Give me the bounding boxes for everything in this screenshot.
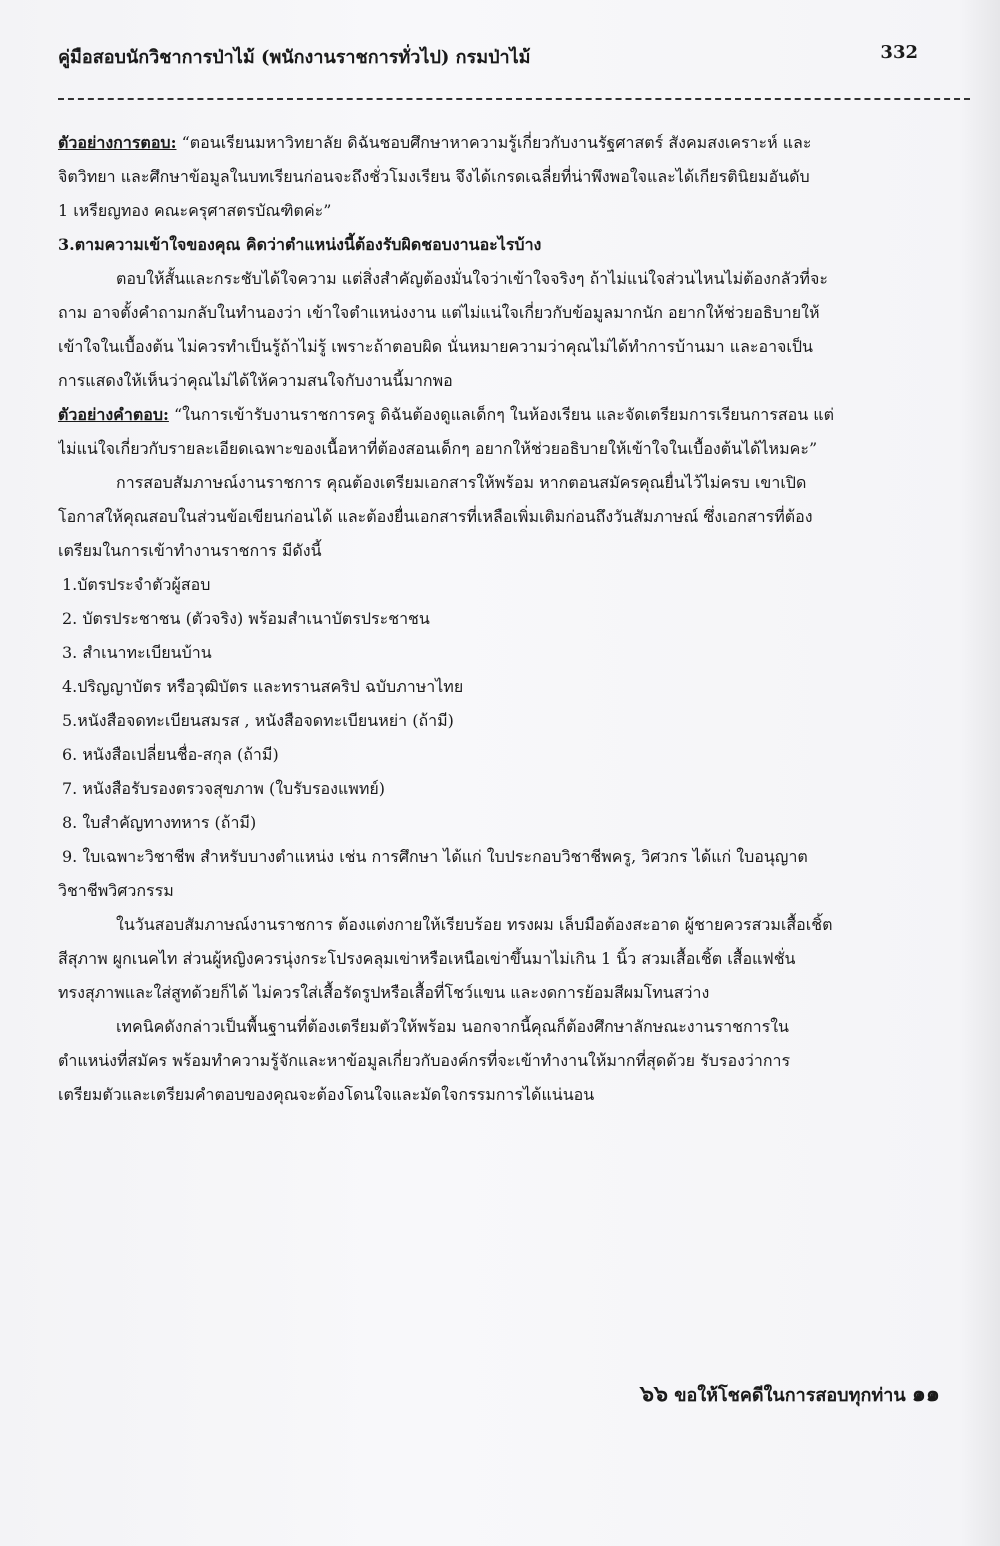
document-item-8: 8. ใบสำคัญทางทหาร (ถ้ามี) <box>62 813 257 832</box>
document-item-2: 2. บัตรประชาชน (ตัวจริง) พร้อมสำเนาบัตรประชาชน <box>62 609 430 628</box>
dress-line3: ทรงสุภาพและใส่สูทด้วยก็ได้ ไม่ควรใส่เสื้อรัดรูปหรือเสื้อที่โชว์แขน และงดการย้อมสีผมโทนสว่าง <box>58 983 710 1002</box>
dress-line2: สีสุภาพ ผูกเนคไท ส่วนผู้หญิงควรนุ่งกระโปรงคลุมเข่าหรือเหนือเข่าขึ้นมาไม่เกิน 1 นิ้ว สวมเสื้อเชิ้ต เสื้อแฟชั่น <box>58 949 796 968</box>
technique-line3: เตรียมตัวและเตรียมคำตอบของคุณจะต้องโดนใจและมัดใจกรรมการได้แน่นอน <box>58 1085 595 1104</box>
closing-message <box>640 1376 940 1411</box>
document-item-7: 7. หนังสือรับรองตรวจสุขภาพ (ใบรับรองแพทย์) <box>62 779 385 798</box>
page-body <box>58 126 970 1112</box>
document-item-6: 6. หนังสือเปลี่ยนชื่อ-สกุล (ถ้ามี) <box>62 745 279 764</box>
closing-open-quote: ๖๖ <box>640 1381 668 1407</box>
question3-line4: การแสดงให้เห็นว่าคุณไม่ได้ให้ความสนใจกับงานนี้มากพอ <box>58 371 453 390</box>
question3-line2: ถาม อาจตั้งคำถามกลับในทำนองว่า เข้าใจตำแหน่งงาน แต่ไม่แน่ใจเกี่ยวกับข้อมูลมากนัก อยากให้ช่วยอธิบายให้ <box>58 303 820 322</box>
question3-line1: ตอบให้สั้นและกระชับได้ใจความ แต่สิ่งสำคัญต้องมั่นใจว่าเข้าใจจริงๆ ถ้าไม่แน่ใจส่วนไหนไม่ต้องกลัวที่จะ <box>116 269 828 288</box>
closing-text: ขอให้โชคดีในการสอบทุกท่าน <box>674 1385 906 1406</box>
example2-text1: “ในการเข้ารับงานราชการครู ดิฉันต้องดูแลเด็กๆ ในห้องเรียน และจัดเตรียมการเรียนการสอน แต่ <box>168 405 834 424</box>
documents-intro-line2: โอกาสให้คุณสอบในส่วนข้อเขียนก่อนได้ และต้องยื่นเอกสารที่เหลือเพิ่มเติมก่อนถึงวันสัมภาษณ์ ซึ่งเอกสารที่ต้อง <box>58 507 813 526</box>
example1-text1: “ตอนเรียนมหาวิทยาลัย ดิฉันชอบศึกษาหาความรู้เกี่ยวกับงานรัฐศาสตร์ สังคมสงเคราะห์ และ <box>176 133 812 152</box>
question3-line3: เข้าใจในเบื้องต้น ไม่ควรทำเป็นรู้ถ้าไม่รู้ เพราะถ้าตอบผิด นั่นหมายความว่าคุณไม่ได้ทำการบ้านมา และอาจเป็น <box>58 337 813 356</box>
document-item-4: 4.ปริญญาบัตร หรือวุฒิบัตร และทรานสคริป ฉบับภาษาไทย <box>62 677 464 696</box>
document-item-9-continued: วิชาชีพวิศวกรรม <box>58 881 174 900</box>
closing-close-quote: ๑๑ <box>911 1381 940 1407</box>
header-divider <box>58 98 970 100</box>
documents-intro-line1: การสอบสัมภาษณ์งานราชการ คุณต้องเตรียมเอกสารให้พร้อม หากตอนสมัครคุณยื่นไว้ไม่ครบ เขาเปิด <box>116 473 807 492</box>
document-item-1: 1.บัตรประจำตัวผู้สอบ <box>62 575 211 594</box>
page-header <box>58 42 918 76</box>
technique-line2: ตำแหน่งที่สมัคร พร้อมทำความรู้จักและหาข้อมูลเกี่ยวกับองค์กรที่จะเข้าทำงานให้มากที่สุดด้วย รับรองว่าการ <box>58 1051 791 1070</box>
document-item-9: 9. ใบเฉพาะวิชาชีพ สำหรับบางตำแหน่ง เช่น การศึกษา ได้แก่ ใบประกอบวิชาชีพครู, วิศวกร ได้แก่ ใบอนุญาต <box>62 847 808 866</box>
header-title: คู่มือสอบนักวิชาการป่าไม้ (พนักงานราชการทั่วไป) กรมป่าไม้ <box>58 47 531 68</box>
question3-heading: 3.ตามความเข้าใจของคุณ คิดว่าตำแหน่งนี้ต้องรับผิดชอบงานอะไรบ้าง <box>58 235 542 254</box>
document-item-5: 5.หนังสือจดทะเบียนสมรส , หนังสือจดทะเบียนหย่า (ถ้ามี) <box>62 711 454 730</box>
example1-line2: จิตวิทยา และศึกษาข้อมูลในบทเรียนก่อนจะถึงชั่วโมงเรียน จึงได้เกรดเฉลี่ยที่น่าพึงพอใจและได้เกียรตินิยมอันดับ <box>58 167 810 186</box>
documents-intro-line3: เตรียมในการเข้าทำงานราชการ มีดังนี้ <box>58 541 322 560</box>
example2-line1 <box>58 398 970 432</box>
dress-line1: ในวันสอบสัมภาษณ์งานราชการ ต้องแต่งกายให้เรียบร้อย ทรงผม เล็บมือต้องสะอาด ผู้ชายควรสวมเสื้อเชิ้ต <box>116 915 833 934</box>
example1-line3: 1 เหรียญทอง คณะครุศาสตรบัณฑิตค่ะ” <box>58 201 332 220</box>
page-number: 332 <box>880 42 918 63</box>
document-item-3: 3. สำเนาทะเบียนบ้าน <box>62 643 212 662</box>
example1-line1 <box>58 126 970 160</box>
example1-label: ตัวอย่างการตอบ: <box>58 133 177 152</box>
technique-line1: เทคนิคดังกล่าวเป็นพื้นฐานที่ต้องเตรียมตัวให้พร้อม นอกจากนี้คุณก็ต้องศึกษาลักษณะงานราชการใน <box>116 1017 789 1036</box>
example2-line2: ไม่แน่ใจเกี่ยวกับรายละเอียดเฉพาะของเนื้อหาที่ต้องสอนเด็กๆ อยากให้ช่วยอธิบายให้เข้าใจในเบื้องต้นได้ไหมคะ” <box>58 439 818 458</box>
example2-label: ตัวอย่างคำตอบ: <box>58 405 169 424</box>
